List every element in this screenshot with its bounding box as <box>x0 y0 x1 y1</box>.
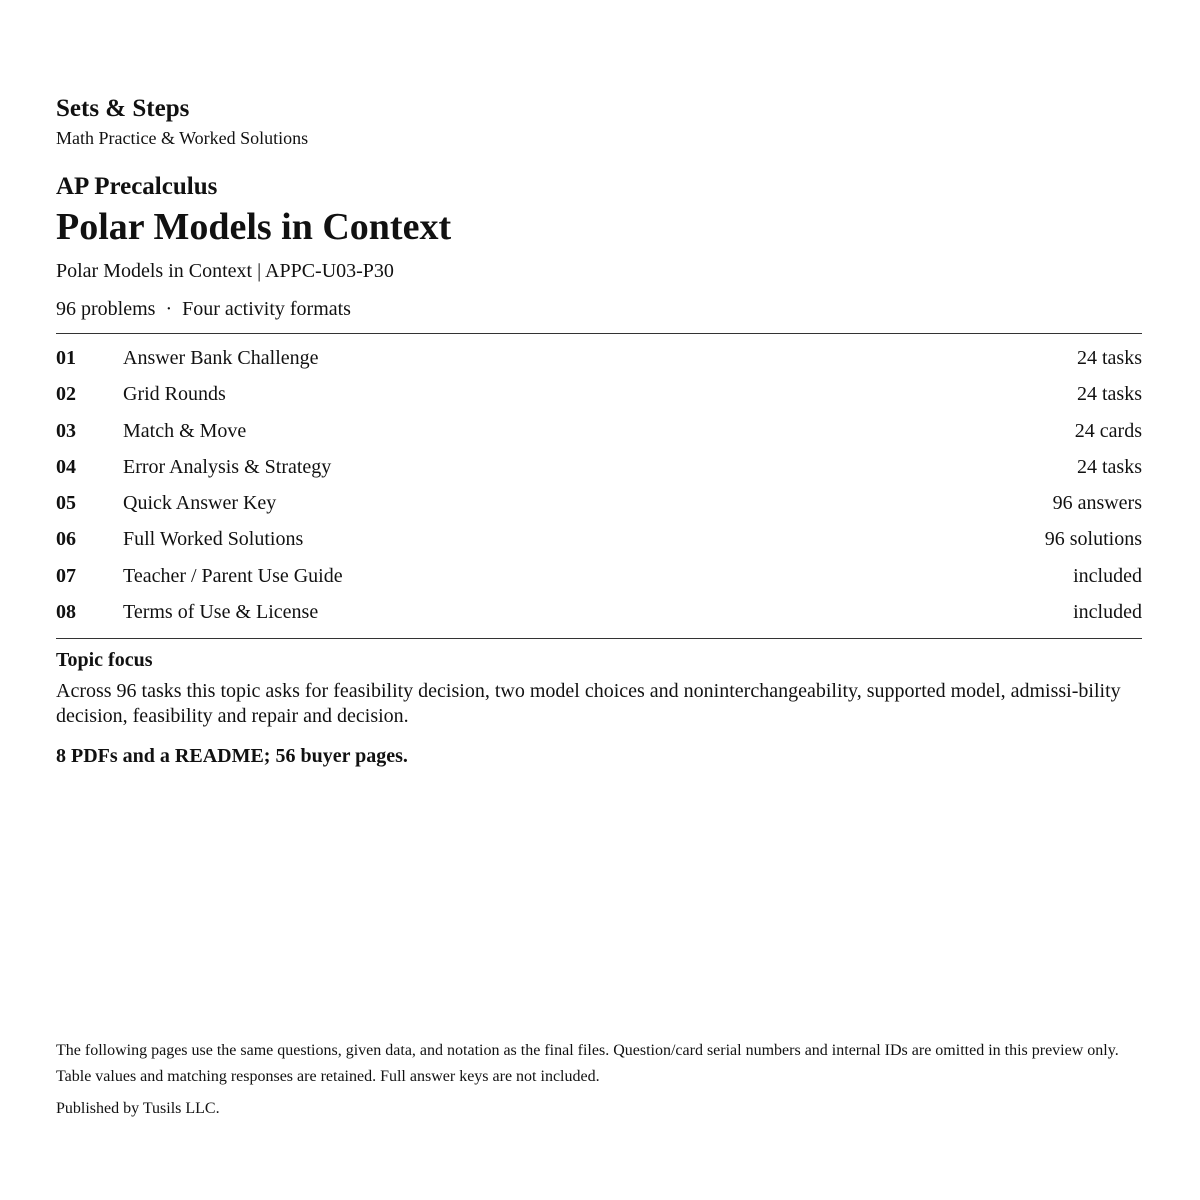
preview-note: The following pages use the same questions, given data, and notation as the final files. Question/card serial numbers and internal IDs are omitted in this preview only. Table values and matching responses are retained. Full answer keys are not included. <box>56 1042 1119 1085</box>
topic-focus-heading: Topic focus <box>56 649 153 672</box>
contents-item-number: 07 <box>56 564 76 587</box>
contents-item-label: Grid Rounds <box>123 383 226 406</box>
contents-item-label: Teacher / Parent Use Guide <box>123 564 343 587</box>
contents-item-label: Answer Bank Challenge <box>123 347 319 369</box>
contents-item <box>56 558 1142 594</box>
contents-item <box>56 449 1142 485</box>
topic-focus-text: Across 96 tasks this topic asks for feasibility decision, two model choices and noninterchangeability, supported model, admissi-bility decision, feasibility and repair and decision. <box>56 680 1121 728</box>
contents-item <box>56 521 1142 557</box>
contents-item <box>56 340 1142 376</box>
contents-item <box>56 485 1142 521</box>
contents-item-number: 06 <box>56 528 76 551</box>
brand-tagline: Math Practice & Worked Solutions <box>56 128 309 148</box>
preview-footer <box>56 1038 1142 1120</box>
divider-bottom <box>56 638 1142 639</box>
page-title: Polar Models in Context <box>56 206 452 248</box>
contents-item-number: 03 <box>56 419 76 442</box>
summary-separator: · <box>165 298 173 320</box>
contents-item-number: 01 <box>56 347 76 369</box>
publisher-line: Published by Tusils LLC. <box>56 1100 220 1117</box>
contents-item-count: included <box>1073 601 1142 624</box>
deliverables-summary: 8 PDFs and a README; 56 buyer pages. <box>56 745 408 768</box>
contents-item <box>56 413 1142 449</box>
contents-item-label: Terms of Use & License <box>123 601 319 624</box>
contents-item-count: 96 solutions <box>1044 528 1142 551</box>
contents-item <box>56 376 1142 412</box>
contents-item-label: Match & Move <box>123 419 247 442</box>
contents-item-count: 24 tasks <box>1077 455 1142 478</box>
problem-count: 96 problems <box>56 298 156 320</box>
product-preview-page <box>56 94 1142 769</box>
course-name: AP Precalculus <box>56 173 218 200</box>
contents-item-label: Error Analysis & Strategy <box>123 455 332 478</box>
contents-item-number: 02 <box>56 383 76 406</box>
contents-item-number: 08 <box>56 601 76 624</box>
contents-item-count: included <box>1073 564 1142 587</box>
contents-item-count: 24 tasks <box>1077 383 1142 406</box>
contents-list <box>56 334 1142 638</box>
product-code-line: Polar Models in Context | APPC-U03-P30 <box>56 260 394 282</box>
contents-item <box>56 594 1142 630</box>
activity-formats: Four activity formats <box>182 298 351 320</box>
contents-item-label: Quick Answer Key <box>123 492 277 515</box>
contents-item-number: 04 <box>56 455 76 478</box>
contents-item-label: Full Worked Solutions <box>123 528 304 551</box>
contents-item-count: 24 tasks <box>1077 347 1142 369</box>
summary-line <box>56 296 1142 322</box>
contents-item-count: 24 cards <box>1074 419 1142 442</box>
brand-name: Sets & Steps <box>56 95 190 122</box>
contents-item-count: 96 answers <box>1052 492 1142 515</box>
contents-item-number: 05 <box>56 492 76 515</box>
